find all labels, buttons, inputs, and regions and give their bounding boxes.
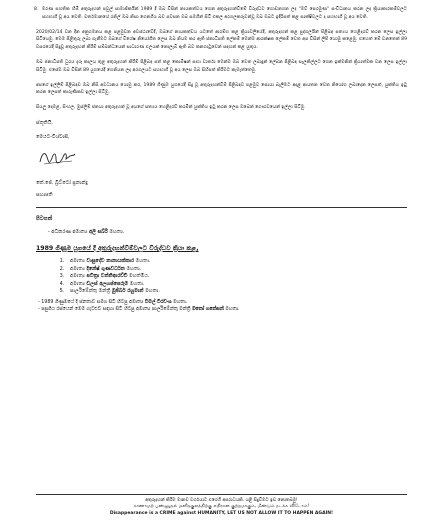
- closing-line: මෙයට-විශ්වාසී,: [36, 133, 70, 140]
- list-item: 2. අමාත්‍ය දිනේෂ් ගුණවර්ධන මහතා.: [66, 266, 407, 274]
- section-title: 1989 ගිණුම යුගයේ දී අතුරුදහන්වීම්වලට විරුද්ධව ක්‍රියා කළ,: [36, 244, 199, 252]
- footer-line-sinhala: අතුරුදහන් කිරීම මානව වර්ගයාට එරෙහි අපරාධයකි. යළි සිදුවීමට ඉඩ නොතබමු!: [145, 498, 298, 503]
- signer-title: සභාපති: [36, 191, 53, 198]
- copy-recipient: - අධිකරණ අමාත්‍ය අලි සබ්රි මහතා.: [48, 228, 125, 235]
- footer-slogan: [36, 494, 407, 517]
- copies-heading: පිටපත්: [36, 215, 53, 222]
- paragraph-number: 8.: [34, 7, 39, 12]
- paragraph-2: 2020/02/14 වන දින අනුගමනය කළ පළමුවන අවස්ථාවේදී, ඔබගේ නායකත්වය යටතේ ආරම්භ කළ ක්‍රියාවලියේදී, අතුරුදහන් කළ පුද්ගලයින් පිළිබඳ සත්‍යය හෙළිදරව් කරන ලෙස ඉල්ලා සිටියෙමු. මෙම පිළිතුරු ලබා ගැනීමට ඔබගේ විශේෂ නියෝගිත ලෙස ඔබ නියම කර ඇති ජනාධිපති ලේකම් මෙන්ම ආරක්ෂක ලේකම් වෙත අප විසින් ලිපි යොමු කළෙමු. එහෙත් මේ වනතෙක් 89 වසරයේදී සිදුවූ අතුරුදහන් කිරීම් සම්බන්ධයෙන් සාධාරණ ඵලයක් නොලැබී ඇති බව කනගාටුවෙන් සඳහන් කළ යුතුය.: [36, 29, 407, 51]
- signature-image: [36, 147, 80, 169]
- footer-line-tamil: காணாமற் பண்ணுதல் மனிதகுலத்திற்கு எதிரான குற்றமாகும், மீண்டும் நடக்க விடோம்!: [133, 504, 310, 510]
- list-item: 1. අමාත්‍ය වාසුදේව නානායක්කාර මහතා.: [66, 258, 407, 266]
- signer-name: කේ.ජේ. බ්‍රිට්ටෝ ප්‍රනාන්දු: [36, 179, 88, 186]
- paragraph-3: ඔබ ජනාධිපති ධුරය දැරූ කාලය තුළ අතුරුදහන් කිරීම් පිළිබඳ පත් කළ කොමිෂන් සභා වාර්තා මෙන්ම ඔබ වෙත ලබාදුන් ලේඛන පිළිබඳ සැලකිල්ලට ගෙන ඉක්මනින් ක්‍රියාත්මක වන ලෙස ඉල්ලා සිටිමු. එසේම ඔබ විසින් 89 යුගයේදී ගෙනියන ලද අරගලයට සහභාගී වූ අය ලෙස ඔබ සිහිපත් කිරීමට කැමැත්තෙමු.: [36, 59, 407, 73]
- list-item: 5. පාර්ලිමේන්තු මන්ත්‍රී මුජිබර් රහුමාන් මහතා.: [66, 288, 407, 296]
- paragraph-5: සියලු දෙමළ, සිංහල, මුස්ලිම් ජනයා අතුරුදහන් වූ අයගේ සත්‍යය හෙළිදරව් කරමින් යුක්තිය ඉටු කරන ලෙස ඔබෙන් ගෞරවයෙන් ඉල්ලා සිටිමු.: [36, 105, 306, 111]
- footer-line-english: Disappearance is a CRIME against HUMANITY, LET US NOT ALLOW IT TO HAPPEN AGAIN!: [109, 510, 334, 516]
- recipient-list: [36, 258, 407, 296]
- list-item: 3. අමාත්‍ය පවිත්‍රා වන්නිආරච්චි මහත්මිය.: [66, 273, 407, 281]
- list-item: 4. අමාත්‍ය ඩලස් අලහප්පෙරුම මහතා.: [66, 281, 407, 289]
- paragraph-4: අපගේ ඉල්ලීම් පිළිබඳව ඔබ නිසි අවධානය යොමු කර, 1989 ගිණුම යුගයේදී සිදු වූ අතුරුදහන්වීම් පිළිබඳව පළමුව සොයා බැලීමට අදාළ ආයතන වෙත නියෝග ලබාදෙන ලෙසත්, යුක්තිය ඉටු කරන ලෙසත් කාරුණිකව ඉල්ලා සිටිමු.: [36, 82, 407, 96]
- paragraph-8: [36, 6, 407, 22]
- thanks-line: ස්තූතියි,: [36, 119, 53, 126]
- divider: [36, 207, 407, 208]
- dash-item: - පසුගිය රජයෙන් මෙම ගැටළුව සඳහා සිටි හිටපු අමාත්‍ය පාර්ලිමේන්තු මන්ත්‍රී මනෝ ගනේසන් මහතා.: [38, 307, 240, 313]
- dash-item: - 1989 ගිණුමයේ දී ජනතාව සමග සිටි හිටපු අමාත්‍ය විමල් වීරවංශ මහතා.: [38, 299, 188, 305]
- paragraph-8-text: මරණ සහතික හිමි අතුරුදහන් පවුල් සාමාජිකයින් 1989 දී ඔබ විසින් නායකත්වය ගෙන අතුරුදහන්වීමේ විරුද්ධව ගොඩනගන ලද "මව් පෙරමුණ" සංවිධානය කරන ලද ක්‍රියාකාරකම්වලට සහභාගී වූ අය වෙති. වර්තමානයේ රනිල් ඔබ නිසා ගෙනගිය බව පවසන ඔබ සමගින් සිටි එකල අරගලකරුවන්වූ ඔබ ඔබට ඉදිරිපත් කළ සාක්ෂිවලට ද සහභාගී වූ අය වෙති.: [42, 7, 407, 20]
